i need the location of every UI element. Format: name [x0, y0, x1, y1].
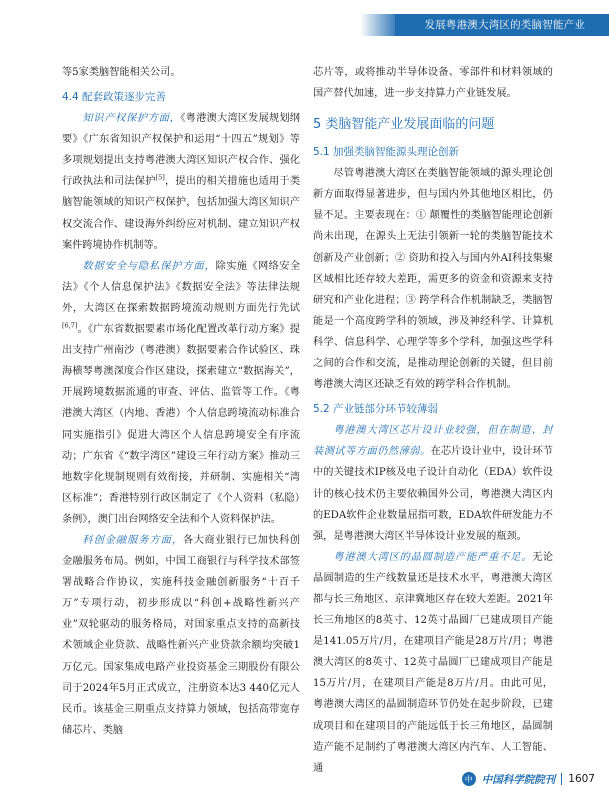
paragraph-theory-innovation: 尽管粤港澳大湾区在类脑智能领域的源头理论创新方面取得显著进步，但与国内外其他地区相比，仍显不足。主要表现在：① 颠覆性的类脑智能理论创新尚未出现，在源头上无法引领新一轮的类脑智能技术创新及产业创新；② 资助和投入与国内外AI科技集聚区域相比还存较大差距，需更多的资金和资源来支持研究和产业化进程；③ 跨学科合作机制缺乏，类脑智能是一个高度跨学科的领域，涉及神经科学、计算机科学、信息科学、心理学等多个学科，加强这些学科之间的合作和交流，是推动理论创新的关键，但目前粤港澳大湾区还缺乏有效的跨学科合作机制。 — [313, 168, 553, 391]
section-heading-5-1: 5.1 加强类脑智能源头理论创新 — [313, 146, 460, 159]
lead-phrase: 粤港澳大湾区芯片设计业较强，但在制造、封装测试等方面仍然薄弱。 — [313, 425, 553, 458]
paragraph-text: 各大商业银行已加快科创金融服务布局。例如，中国工商银行与科学技术部签署战略合作协议，实施科技金融创新服务“十百千万”专项行动，初步形成以“科创+战略性新兴产业”双轮驱动的服务格局，对国家重点支持的高新技术领域企业贷款、战略性新兴产业贷款余额均突破1万亿元。国家集成电路产业投资基金三期股份有限公司于2024年5月正式成立，注册资本达3 440亿元人民币。该基金三期重点支持算力领域，包括高带宽存储芯片、类脑 — [62, 534, 301, 736]
section-heading-5-2: 5.2 产业链部分环节较薄弱 — [313, 403, 439, 416]
page-number: 1607 — [568, 773, 595, 785]
paragraph-wafer-capacity — [313, 547, 553, 779]
paragraph-text: 除实施《网络安全法》《个人信息保护法》《数据安全法》等法律法规外，大湾区在探索数据跨境流动规则方面先行先试 — [62, 260, 301, 314]
paragraph-ip-protection — [62, 108, 300, 256]
paragraph-data-security — [62, 256, 300, 530]
paragraph-text: 。《广东省数据要素市场化配置改革行动方案》提出支持广州南沙（粤港澳）数据要素合作试验区、珠海横琴粤澳深度合作区建设，探索建立“数据海关”，开展跨境数据流通的审查、评估、监管等工作。《粤港澳大湾区（内地、香港）个人信息跨境流动标准合同实施指引》促进大湾区个人信息跨境安全有序流动；广东省《“数字湾区”建设三年行动方案》推动三地数字化规制规则有效衔接，并研制、实施相关“湾区标准”；香港特别行政区制定了《个人资料（私隐）条例》，澳门出台网络安全法和个人资料保护法。 — [62, 324, 300, 525]
paragraph-continuation: 等5家类脑智能相关公司。 — [62, 67, 181, 78]
running-title: 发展粤港澳大湾区的类脑智能产业 — [424, 19, 585, 31]
paragraph-text: ，提出的相关措施也适用于类脑智能领域的知识产权保护，包括加强大湾区知识产权交流合作、建设海外纠纷应对机制、建立知识产权案件跨境协作机制等。 — [62, 176, 301, 251]
citation-ref: [6,7] — [62, 321, 78, 330]
footer-divider — [561, 773, 562, 785]
paragraph-fintech — [62, 530, 300, 741]
lead-phrase: 粤港澳大湾区的晶圆制造产能严重不足。 — [333, 551, 533, 563]
section-heading-5: 5 类脑智能产业发展面临的问题 — [313, 117, 495, 133]
page-header — [0, 0, 609, 40]
right-column — [313, 62, 553, 779]
paragraph-text: 无论晶圆制造的生产线数量还是技术水平，粤港澳大湾区都与长三角地区、京津冀地区存在较大差距。2021年长三角地区的8英寸、12英寸晶圆厂已建成项目产能是141.05万片/月，在建项目产能是28万片/月；粤港澳大湾区的8英寸、12英寸晶圆厂已建成项目产能是15万片/月，在建项目产能是8万片/月。由此可见，粤港澳大湾区的晶圆制造环节仍处在起步阶段，已建成项目和在建项目的产能远低于长三角地区，晶圆制造产能不足制约了粤港澳大湾区内汽车、人工智能、通 — [313, 551, 554, 774]
paragraph-chip-design — [313, 420, 553, 547]
citation-ref: [5] — [155, 173, 165, 182]
paragraph-text: 《粤港澳大湾区发展规划纲要》《广东省知识产权保护和运用“十四五”规划》等多项规划提出支持粤港澳大湾区知识产权合作、强化行政执法和司法保护 — [62, 113, 300, 188]
journal-name: 中国科学院院刊 — [481, 773, 556, 786]
page-footer — [462, 770, 595, 788]
lead-phrase: 数据安全与隐私保护方面， — [82, 260, 216, 272]
header-bar-fade — [360, 14, 400, 36]
lead-phrase: 科创金融服务方面， — [82, 534, 184, 546]
journal-logo-icon: 中 — [462, 772, 476, 786]
section-heading-4-4: 4.4 配套政策逐步完善 — [62, 91, 167, 104]
left-column — [62, 62, 300, 741]
lead-phrase: 知识产权保护方面， — [82, 113, 181, 125]
paragraph-text: 在芯片设计业中，设计环节中的关键技术IP核及电子设计自动化（EDA）软件设计的核心技术仍主要依赖国外公司，粤港澳大湾区内的EDA软件企业数量屈指可数，EDA软件研发能力不强，是粤港澳大湾区半导体设计业发展的瓶颈。 — [313, 446, 553, 542]
paragraph-continuation: 芯片等，或将推动半导体设备、零部件和材料领域的国产替代加速，进一步支持算力产业链发展。 — [313, 67, 553, 100]
